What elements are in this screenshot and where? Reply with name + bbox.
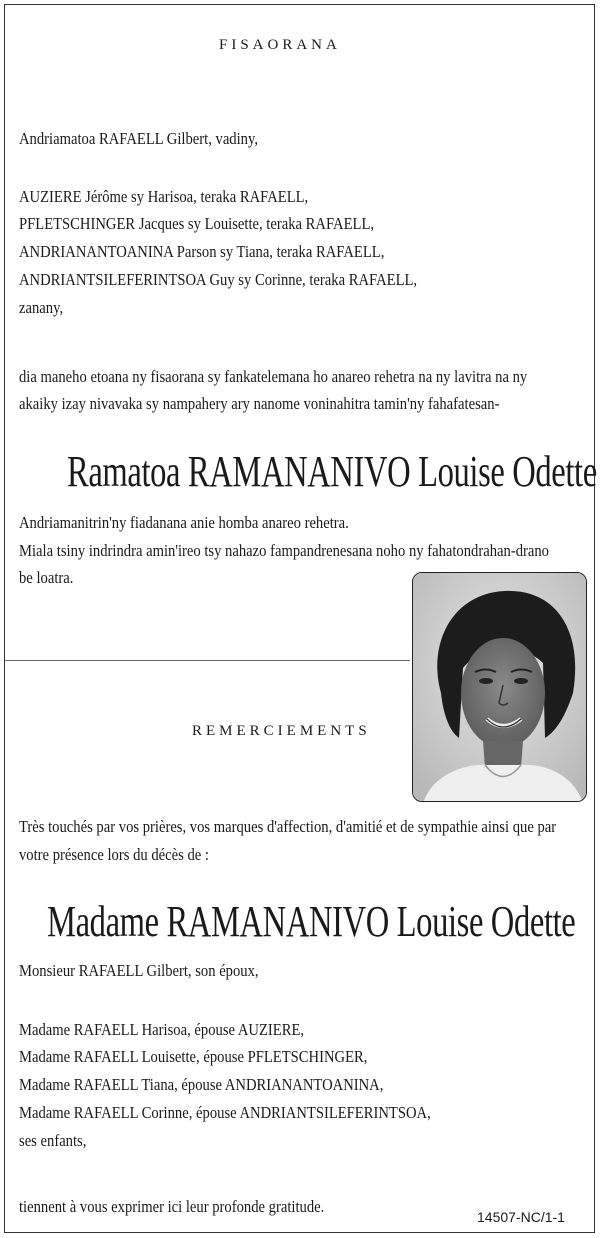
fisaorana-title: FISAORANA [219,37,341,53]
section-divider [5,660,410,661]
remerciements-child-line: Madame RAFAELL Harisoa, épouse AUZIERE, [19,1020,305,1039]
fisaorana-closing-line: be loatra. [19,568,74,587]
remerciements-closing-line: tiennent à vous exprimer ici leur profonde gratitude. [19,1197,325,1216]
fisaorana-closing-line: Miala tsiny indrindra amin'ireo tsy nahazo fampandrenesana noho ny fahatondrahan-drano [19,541,550,560]
fisaorana-deceased-name: Ramatoa RAMANANIVO Louise Odette [67,447,597,496]
fisaorana-closing-line: Andriamanitrin'ny fiadanana anie homba anareo rehetra. [19,513,349,532]
fisaorana-message-line: akaiky izay nivavaka sy nampahery ary nanome voninahitra tamin'ny fahafatesan- [19,394,500,413]
fisaorana-child-line: ANDRIANANTOANINA Parson sy Tiana, teraka RAFAELL, [19,242,385,261]
remerciements-husband-line: Monsieur RAFAELL Gilbert, son époux, [19,961,259,980]
fisaorana-child-line: PFLETSCHINGER Jacques sy Louisette, teraka RAFAELL, [19,214,375,233]
fisaorana-child-line: AUZIERE Jérôme sy Harisoa, teraka RAFAELL, [19,187,309,206]
reference-code: 14507-NC/1-1 [477,1209,565,1225]
remerciements-child-line: Madame RAFAELL Corinne, épouse ANDRIANTSILEFERINTSOA, [19,1103,431,1122]
remerciements-deceased-name: Madame RAMANANIVO Louise Odette [47,897,576,946]
portrait-photo [412,572,587,802]
remerciements-intro-line: Très touchés par vos prières, vos marques d'affection, d'amitié et de sympathie ainsi que par [19,817,557,836]
remerciements-children-label: ses enfants, [19,1131,87,1150]
fisaorana-message-line: dia maneho etoana ny fisaorana sy fankatelemana ho anareo rehetra na ny lavitra na ny [19,367,528,386]
portrait-image [413,573,587,802]
fisaorana-children-label: zanany, [19,298,64,317]
remerciements-child-line: Madame RAFAELL Tiana, épouse ANDRIANANTOANINA, [19,1075,384,1094]
fisaorana-child-line: ANDRIANTSILEFERINTSOA Guy sy Corinne, teraka RAFAELL, [19,270,418,289]
remerciements-child-line: Madame RAFAELL Louisette, épouse PFLETSCHINGER, [19,1047,368,1066]
remerciements-intro-line: votre présence lors du décès de : [19,845,209,864]
remerciements-title: REMERCIEMENTS [192,723,371,739]
fisaorana-husband-line: Andriamatoa RAFAELL Gilbert, vadiny, [19,129,259,148]
